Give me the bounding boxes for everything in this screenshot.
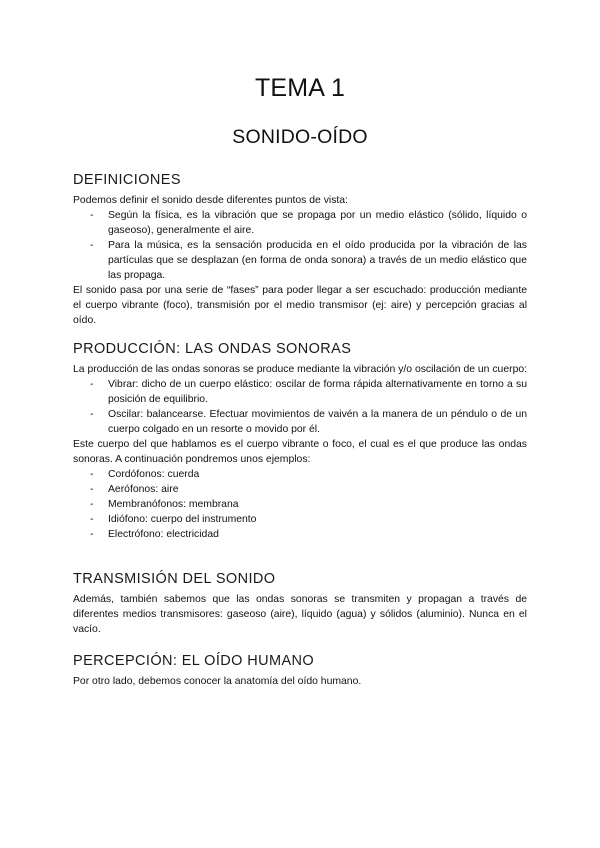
- section-definiciones: [73, 172, 527, 328]
- list-item: - Aerófonos: aire: [73, 482, 527, 497]
- section-intro: Podemos definir el sonido desde diferentes puntos de vista:: [73, 195, 348, 206]
- section-middle: Este cuerpo del que hablamos es el cuerpo vibrante o foco, el cual es el que produce las ondas sonoras. A continuación pondremos unos ejemplos:: [73, 439, 527, 465]
- document-title: TEMA 1: [254, 74, 346, 102]
- list-item: - Oscilar: balancearse. Efectuar movimientos de vaivén a la manera de un péndulo o de un cuerpo colgado en un resorte o movido por él.: [73, 407, 527, 437]
- section-heading: DEFINICIONES: [73, 172, 181, 188]
- list-item: - Membranófonos: membrana: [73, 497, 527, 512]
- list-item: - Electrófono: electricidad: [73, 527, 527, 542]
- section-outro: El sonido pasa por una serie de “fases” para poder llegar a ser escuchado: producción mediante el cuerpo vibrante (foco), transmisión por el medio transmisor (ej: aire) y percepción gracias al oído.: [73, 285, 527, 326]
- section-transmision: [73, 571, 527, 637]
- document-subtitle: SONIDO-OÍDO: [232, 126, 368, 148]
- definitions-list: [73, 208, 527, 283]
- section-produccion: [73, 341, 527, 542]
- section-heading: PRODUCCIÓN: LAS ONDAS SONORAS: [73, 341, 352, 357]
- section-body: Además, también sabemos que las ondas sonoras se transmiten y propagan a través de diferentes medios transmisores: gaseoso (aire), líquido (agua) y sólidos (aluminio). Nunca en el vacío.: [73, 594, 527, 635]
- list-item: - Vibrar: dicho de un cuerpo elástico: oscilar de forma rápida alternativamente en torno a su posición de equilibrio.: [73, 377, 527, 407]
- section-intro: La producción de las ondas sonoras se produce mediante la vibración y/o oscilación de un cuerpo:: [73, 364, 528, 375]
- section-heading: TRANSMISIÓN DEL SONIDO: [73, 571, 276, 587]
- section-percepcion: [73, 653, 527, 689]
- list-item: - Según la física, es la vibración que se propaga por un medio elástico (sólido, líquido o gaseoso), generalmente el aire.: [73, 208, 527, 238]
- section-body: Por otro lado, debemos conocer la anatomía del oído humano.: [73, 676, 362, 687]
- list-item: - Idiófono: cuerpo del instrumento: [73, 512, 527, 527]
- instrument-examples-list: [73, 467, 527, 542]
- list-item: - Cordófonos: cuerda: [73, 467, 527, 482]
- section-heading: PERCEPCIÓN: EL OÍDO HUMANO: [73, 653, 315, 669]
- list-item: - Para la música, es la sensación producida en el oído producida por la vibración de las partículas que se desplazan (en forma de onda sonora) a través de un medio elástico que las propaga.: [73, 238, 527, 283]
- movement-list: [73, 377, 527, 437]
